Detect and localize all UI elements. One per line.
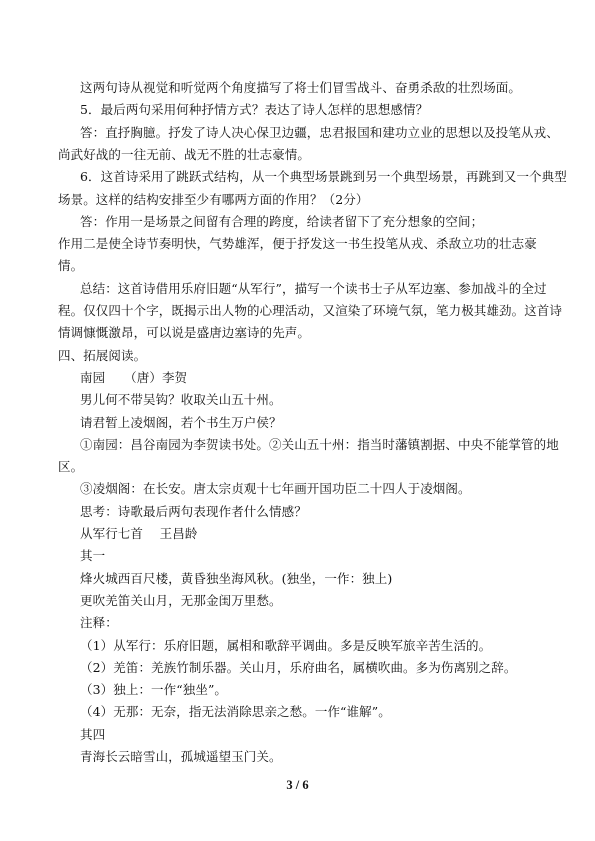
poem-line: 男儿何不带吴钩？收取关山五十州。 xyxy=(80,392,282,408)
poem-line: 更吹羌笛关山月，无那金闺万里愁。 xyxy=(80,592,282,608)
summary-line1: 总结：这首诗借用乐府旧题“从军行”，描写一个读书士子从军边塞、参加战斗的全过 xyxy=(80,280,547,296)
annotation-line: 区。 xyxy=(58,459,84,475)
answer-6-line2: 作用二是使全诗节奏明快，气势雄浑，便于抒发这一书生投笔从戎、杀敌立功的壮志豪 xyxy=(58,236,537,252)
poem-line: 青海长云暗雪山，孤城遥望玉门关。 xyxy=(80,749,282,764)
summary-line3: 情调慷慨激昂，可以说是盛唐边塞诗的先声。 xyxy=(58,325,311,341)
question-6-line2: 场景。这样的结构安排至少有哪两方面的作用？（2分） xyxy=(58,191,369,207)
notes-heading: 注释： xyxy=(80,615,118,631)
note-item: （2）羌笛：羌族竹制乐器。关山月，乐府曲名，属横吹曲。多为伤离别之辞。 xyxy=(80,659,517,675)
section-heading: 四、拓展阅读。 xyxy=(58,347,147,363)
poem-line: 烽火城西百尺楼，黄昏独坐海风秋。(独坐，一作：独上) xyxy=(80,570,393,586)
page-number: 3 / 6 xyxy=(286,778,309,792)
thinking-question: 思考：诗歌最后两句表现作者什么情感？ xyxy=(80,503,307,519)
note-item: （4）无那：无奈，指无法消除思亲之愁。一作“谁解”。 xyxy=(80,704,391,720)
poem-title-congjunxing: 从军行七首 王昌龄 xyxy=(80,526,198,541)
answer-5-line1: 答：直抒胸臆。抒发了诗人决心保卫边疆，忠君报国和建功立业的思想以及投笔从戎、 xyxy=(80,124,559,140)
poem-title-nanyuan: 南园 （唐）李贺 xyxy=(80,369,188,385)
question-6-line1: 6．这首诗采用了跳跃式结构，从一个典型场景跳到另一个典型场景，再跳到又一个典型 xyxy=(80,169,567,185)
annotation-line: ①南园：昌谷南园为李贺读书处。②关山五十州：指当时藩镇割据、中央不能掌管的地 xyxy=(80,436,559,452)
poem-line: 请君暂上凌烟阁，若个书生万户侯？ xyxy=(80,414,282,430)
answer-6-line3: 情。 xyxy=(58,258,84,274)
summary-line2: 程。仅仅四十个字，既揭示出人物的心理活动，又渲染了环境气氛，笔力极其雄劲。这首诗 xyxy=(58,303,563,318)
poem-section-heading: 其一 xyxy=(80,548,106,564)
note-item: （1）从军行：乐府旧题，属相和歌辞平调曲。多是反映军旅辛苦生活的。 xyxy=(80,637,492,653)
note-item: （3）独上：一作“独坐”。 xyxy=(80,682,228,698)
annotation-line: ③凌烟阁：在长安。唐太宗贞观十七年画开国功臣二十四人于凌烟阁。 xyxy=(80,481,471,497)
answer-6-line1: 答：作用一是场景之间留有合理的跨度，给读者留下了充分想象的空间； xyxy=(80,213,484,229)
answer-5-line2: 尚武好战的一往无前、战无不胜的壮志豪情。 xyxy=(58,146,311,162)
question-5: 5．最后两句采用何种抒情方式？表达了诗人怎样的思想感情？ xyxy=(80,102,429,118)
text-line: 这两句诗从视觉和听觉两个角度描写了将士们冒雪战斗、奋勇杀敌的壮烈场面。 xyxy=(80,80,522,95)
poem-section-heading: 其四 xyxy=(80,726,106,742)
